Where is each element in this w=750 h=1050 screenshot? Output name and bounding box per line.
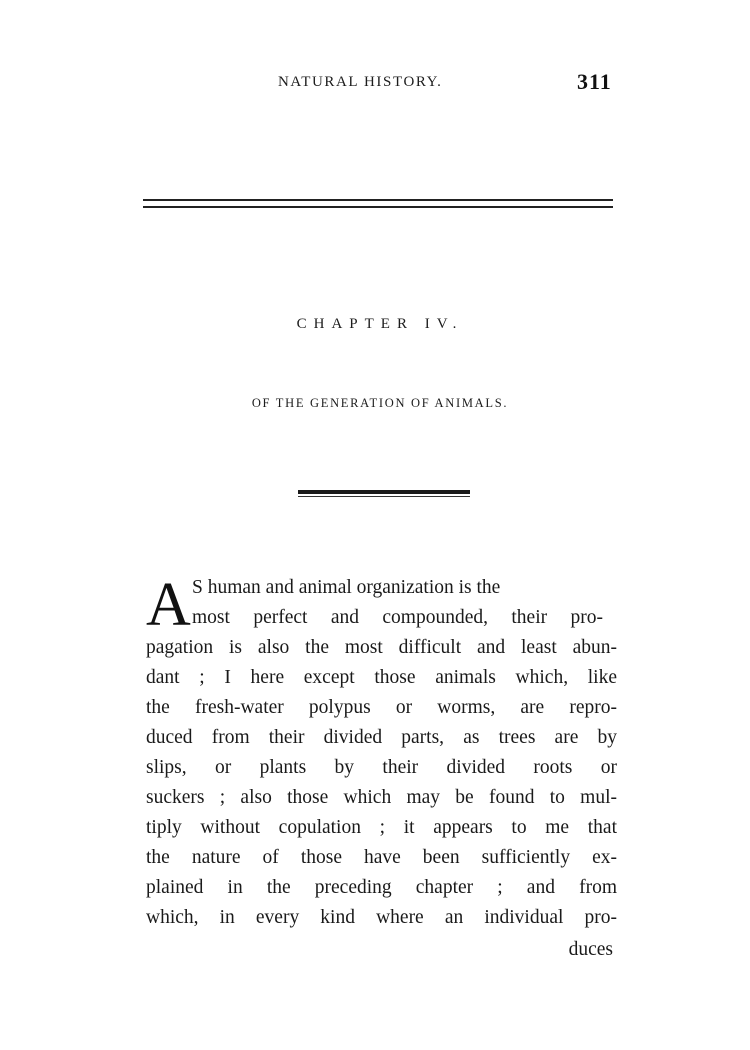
drop-cap: A bbox=[146, 571, 191, 639]
text-line-10: the nature of those have been sufficiently ex- bbox=[146, 847, 617, 868]
text-line-7: slips, or plants by their divided roots or bbox=[146, 757, 617, 778]
text-line-1: S human and animal organization is the bbox=[192, 577, 501, 598]
text-line-9: tiply without copulation ; it appears to me that bbox=[146, 817, 617, 838]
text-line-4: dant ; I here except those animals which, like bbox=[146, 667, 617, 688]
rule-line-top bbox=[143, 199, 613, 201]
text-line-8: suckers ; also those which may be found to mul- bbox=[146, 787, 617, 808]
text-line-2: most perfect and compounded, their pro- bbox=[192, 607, 603, 628]
header-double-rule bbox=[143, 199, 613, 209]
page-number: 311 bbox=[577, 69, 612, 94]
text-line-11: plained in the preceding chapter ; and from bbox=[146, 877, 617, 898]
divider-thin-line bbox=[298, 496, 470, 497]
divider-thick-line bbox=[298, 490, 470, 494]
chapter-heading: CHAPTER IV. bbox=[296, 316, 464, 332]
section-divider-rule bbox=[298, 490, 470, 498]
text-line-5: the fresh-water polypus or worms, are repro- bbox=[146, 697, 617, 718]
catchword: duces bbox=[568, 939, 613, 960]
rule-line-bottom bbox=[143, 206, 613, 208]
text-line-3: pagation is also the most difficult and least abun- bbox=[146, 637, 617, 658]
chapter-subtitle: OF THE GENERATION OF ANIMALS. bbox=[251, 396, 509, 410]
running-head-title: NATURAL HISTORY. bbox=[278, 74, 443, 90]
text-line-12: which, in every kind where an individual pro- bbox=[146, 907, 617, 928]
text-line-6: duced from their divided parts, as trees are by bbox=[146, 727, 617, 748]
